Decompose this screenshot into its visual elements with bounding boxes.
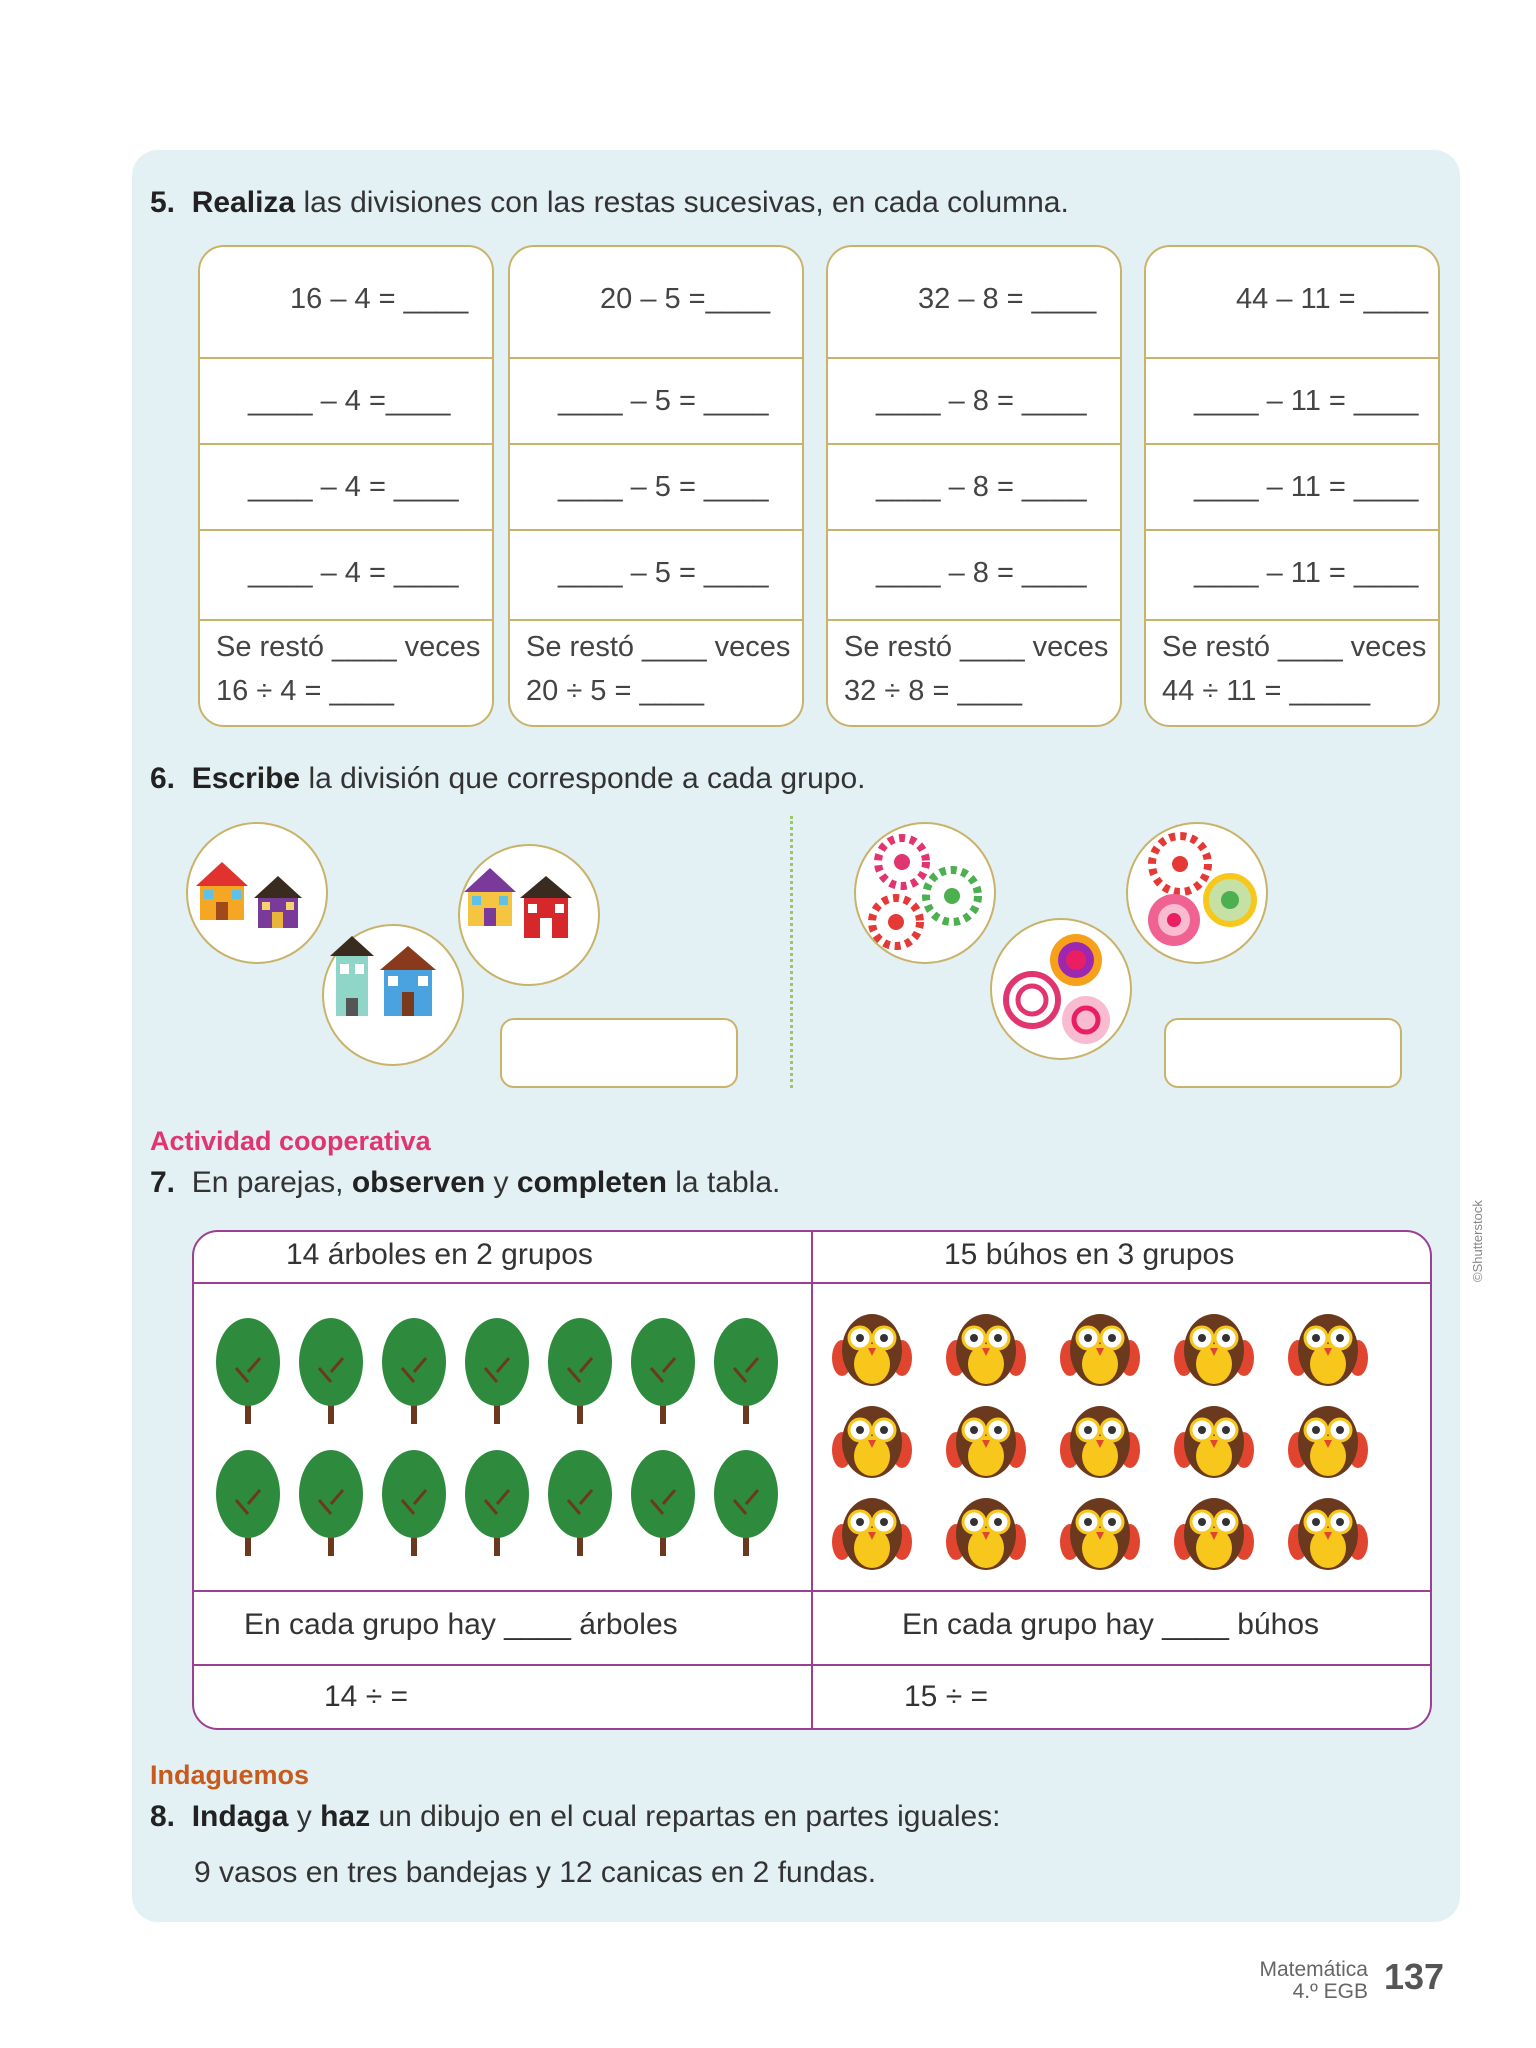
subtraction-row [200,529,492,621]
times-subtracted[interactable]: Se restó ____ veces [216,631,481,663]
house-icon [254,876,302,928]
owl-icon [832,1406,912,1478]
candy-icon [878,838,926,886]
times-subtracted[interactable]: Se restó ____ veces [1162,631,1427,663]
subtraction-line[interactable]: ____ – 4 = ____ [248,471,459,503]
tree-icon [631,1450,695,1556]
group-divider [790,816,793,1088]
subtraction-row [510,443,802,531]
houses-group-3 [458,844,600,986]
lollipop-icon [1006,974,1058,1026]
subtraction-column [508,245,804,727]
candy-icon [1152,836,1208,892]
subtraction-row [828,443,1120,531]
candy-icon [872,898,920,946]
owl-icon [1174,1498,1254,1570]
subtraction-row [200,247,492,357]
subtraction-line[interactable]: 20 – 5 =____ [600,283,771,315]
subtraction-column [1144,245,1440,727]
tree-icon [216,1318,280,1424]
owl-icon [1174,1406,1254,1478]
owl-icon [946,1498,1026,1570]
candies-group-3 [1126,822,1268,964]
subtraction-row [1146,247,1438,357]
owl-icon [1288,1498,1368,1570]
times-subtracted[interactable]: Se restó ____ veces [844,631,1109,663]
owls-illustration [828,1302,1418,1582]
tree-icon [714,1318,778,1424]
division-result[interactable]: 44 ÷ 11 = _____ [1162,675,1371,707]
subtraction-row [828,247,1120,357]
tree-icon [465,1318,529,1424]
tree-icon [299,1450,363,1556]
tree-icon [548,1318,612,1424]
question-8-detail: 9 vasos en tres bandejas y 12 canicas en 2 fundas. [194,1856,877,1889]
tree-icon [382,1318,446,1424]
owl-icon [1060,1498,1140,1570]
subtraction-line[interactable]: ____ – 11 = ____ [1194,385,1419,417]
image-credit: ©Shutterstock [1470,1200,1485,1282]
subtraction-row [510,529,802,621]
houses-group-1 [186,822,328,964]
subtraction-line[interactable]: 16 – 4 = ____ [290,283,469,315]
candies-group-2 [990,918,1132,1060]
division-result[interactable]: 16 ÷ 4 = ____ [216,675,394,707]
subtraction-column [826,245,1122,727]
subtraction-line[interactable]: ____ – 5 = ____ [558,385,769,417]
subtraction-row [200,443,492,531]
subtraction-line[interactable]: ____ – 5 = ____ [558,471,769,503]
tree-icon [382,1450,446,1556]
division-result[interactable]: 20 ÷ 5 = ____ [526,675,704,707]
owl-icon [946,1406,1026,1478]
trees-header: 14 árboles en 2 grupos [286,1238,593,1271]
subtraction-row [1146,443,1438,531]
candy-icon [926,870,978,922]
owls-equation[interactable]: 15 ÷ = [904,1680,989,1713]
tree-icon [299,1318,363,1424]
owls-group-count[interactable]: En cada grupo hay ____ búhos [902,1608,1319,1641]
subtraction-column [198,245,494,727]
question-5: 5. Realiza las divisiones con las restas sucesivas, en cada columna. [150,186,1069,219]
tree-icon [465,1450,529,1556]
tree-icon [216,1450,280,1556]
house-icon [520,876,572,938]
result-cell [200,619,492,727]
subtraction-line[interactable]: ____ – 4 =____ [248,385,451,417]
houses-answer-box[interactable] [500,1018,738,1088]
house-icon [380,946,436,1016]
candy-icon [1206,876,1254,924]
owl-icon [1288,1314,1368,1386]
lollipop-icon [1062,996,1110,1044]
candies-group-1 [854,822,996,964]
houses-group-2 [322,924,464,1066]
owl-icon [1060,1314,1140,1386]
lollipop-icon [1050,934,1102,986]
subtraction-line[interactable]: ____ – 11 = ____ [1194,471,1419,503]
table-divider [811,1232,813,1728]
subtraction-row [200,357,492,445]
house-icon [464,868,516,926]
house-icon [196,862,248,920]
division-table [192,1230,1432,1730]
section-cooperativa: Actividad cooperativa [150,1126,431,1156]
lollipop-icon [1148,894,1200,946]
owls-header: 15 búhos en 3 grupos [944,1238,1235,1271]
section-indaguemos: Indaguemos [150,1760,310,1790]
subtraction-row [1146,357,1438,445]
subtraction-line[interactable]: ____ – 4 = ____ [248,557,459,589]
house-icon [330,936,374,1016]
owl-icon [1174,1314,1254,1386]
tree-icon [714,1450,778,1556]
owl-icon [832,1498,912,1570]
subtraction-line[interactable]: ____ – 8 = ____ [876,471,1087,503]
owl-icon [1288,1406,1368,1478]
trees-group-count[interactable]: En cada grupo hay ____ árboles [244,1608,678,1641]
table-rule [194,1664,1430,1666]
subtraction-line[interactable]: ____ – 5 = ____ [558,557,769,589]
subtraction-line[interactable]: ____ – 8 = ____ [876,385,1087,417]
trees-equation[interactable]: 14 ÷ = [324,1680,409,1713]
question-8: 8. Indaga y haz un dibujo en el cual repartas en partes iguales: [150,1800,1001,1833]
table-rule [194,1282,1430,1284]
question-7: 7. En parejas, observen y completen la tabla. [150,1166,781,1199]
subtraction-line[interactable]: ____ – 8 = ____ [876,557,1087,589]
subtraction-line[interactable]: 44 – 11 = ____ [1236,283,1429,315]
division-result[interactable]: 32 ÷ 8 = ____ [844,675,1022,707]
question-6: 6. Escribe la división que corresponde a cada grupo. [150,762,866,795]
subtraction-row [828,357,1120,445]
owl-icon [946,1314,1026,1386]
result-cell [828,619,1120,727]
subtraction-line[interactable]: 32 – 8 = ____ [918,283,1097,315]
subtraction-row [510,357,802,445]
subtraction-row [828,529,1120,621]
page-number: 137 [1384,1956,1445,1997]
subtraction-line[interactable]: ____ – 11 = ____ [1194,557,1419,589]
subtraction-row [510,247,802,357]
footer-subject: Matemática [1259,1958,1368,1981]
times-subtracted[interactable]: Se restó ____ veces [526,631,791,663]
trees-illustration [214,1302,794,1582]
result-cell [510,619,802,727]
result-cell [1146,619,1438,727]
owl-icon [1060,1406,1140,1478]
subtraction-row [1146,529,1438,621]
table-rule [194,1590,1430,1592]
tree-icon [548,1450,612,1556]
candies-answer-box[interactable] [1164,1018,1402,1088]
tree-icon [631,1318,695,1424]
owl-icon [832,1314,912,1386]
footer-grade: 4.º EGB [1292,1980,1368,2003]
